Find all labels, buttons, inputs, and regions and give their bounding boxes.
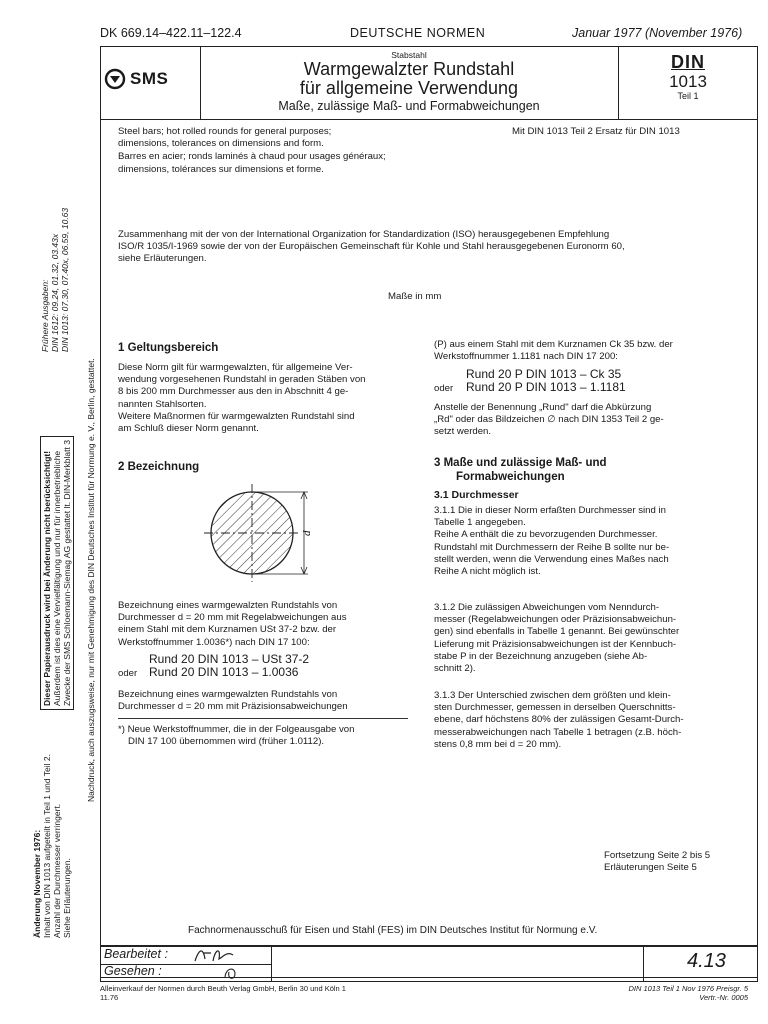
gesehen-cell bbox=[101, 964, 272, 981]
section-1-heading: 1 Geltungsbereich bbox=[118, 342, 219, 354]
organization: DEUTSCHE NORMEN bbox=[350, 26, 486, 40]
text-line: Vertr.-Nr. 0005 bbox=[699, 993, 748, 1002]
title-line-2: für allgemeine Verwendung bbox=[299, 78, 519, 98]
text-line: 8 bis 200 mm Durchmesser aus den in Abschnitt 4 ge- bbox=[118, 386, 349, 398]
text-line: Tabelle 1 angegeben. bbox=[434, 517, 526, 529]
units-note: Maße in mm bbox=[388, 291, 442, 302]
former-title: Frühere Ausgaben: bbox=[40, 279, 50, 352]
dk-number: DK 669.14–422.11–122.4 bbox=[100, 26, 242, 40]
text-line: DIN 1013: 07.30, 07.40x, 06.59, 10.63 bbox=[60, 207, 70, 352]
change-title: Änderung November 1976: bbox=[32, 829, 42, 938]
text-line: 3.1.2 Die zulässigen Abweichungen vom Nenndurch- bbox=[434, 602, 660, 613]
right-intro bbox=[434, 339, 746, 363]
oder-label-2: oder bbox=[434, 383, 454, 394]
text-line: 3.1.1 Die in dieser Norm erfaßten Durchmesser sind in bbox=[434, 505, 666, 516]
text-line: Lieferung mit Präzisionsabweichungen ist der Kennbuch- bbox=[434, 638, 677, 650]
text-line: Siehe Erläuterungen. bbox=[62, 858, 72, 938]
title-block bbox=[200, 46, 618, 118]
text-line: DIN 1013 Teil 1 Nov 1976 Preisgr. 5 bbox=[628, 984, 748, 993]
french-title-2: dimensions, tolérances sur dimensions et forme. bbox=[118, 163, 324, 175]
text-line: Werkstoffnummer 1.0036*) nach DIN 17 100: bbox=[118, 636, 310, 648]
bearbeitet-cell bbox=[101, 947, 272, 965]
context-line: Zusammenhang mit der von der International Organization for Standardization (ISO) herausgegebenen Empfehlung bbox=[118, 229, 610, 240]
text-line: „Rd" oder das Bildzeichen ∅ nach DIN 1353 Teil 2 ge- bbox=[434, 414, 664, 426]
signature-initials bbox=[193, 945, 243, 965]
text-line: stellt werden, wenn die Verwendung eines Maßes nach bbox=[434, 553, 669, 565]
text-line: Inhalt von DIN 1013 aufgeteilt in Teil 1 und Teil 2. bbox=[42, 754, 52, 938]
text-line: Alleinverkauf der Normen durch Beuth Verlag GmbH, Berlin 30 und Köln 1 bbox=[100, 984, 346, 993]
text-line: DIN 1612: 09.24, 01.32, 03.43x bbox=[50, 233, 60, 352]
committee-line: Fachnormenausschuß für Eisen und Stahl (FES) im DIN Deutsches Institut für Normung e.V. bbox=[188, 925, 598, 936]
french-title-1: Barres en acier; ronds laminés à chaud pour usages généraux; bbox=[118, 151, 386, 163]
context-line: siehe Erläuterungen. bbox=[118, 253, 207, 265]
text-line: gen) sind ebenfalls in Tabelle 1 genannt. Bei gewünschter bbox=[434, 626, 680, 638]
text-line: 3.1.3 Der Unterschied zwischen dem größten und klein- bbox=[434, 690, 671, 701]
stamp-line-1: Dieser Papierausdruck wird bei Änderung nicht berücksichtigt! bbox=[42, 450, 52, 706]
section-3-1-2 bbox=[434, 602, 746, 675]
text-line: Diese Norm gilt für warmgewalzten, für allgemeine Ver- bbox=[118, 362, 353, 373]
stamp-line-2: Außerdem ist dies eine Vervielfältigung und nur für innerbetriebliche bbox=[52, 450, 62, 706]
din-part: Teil 1 bbox=[677, 91, 699, 101]
text-line: Fortsetzung Seite 2 bis 5 bbox=[604, 850, 711, 861]
logo-text: SMS bbox=[130, 69, 169, 88]
context-line: ISO/R 1035/I-1969 sowie der von der Europäischen Gemeinschaft für Kohle und Stahl herausgegebenen Euronorm 60, bbox=[118, 241, 625, 253]
text-line: sten Durchmesser, gemessen in derselben Querschnitts- bbox=[434, 702, 676, 714]
document-id bbox=[568, 984, 748, 1002]
context-paragraph bbox=[118, 229, 748, 266]
text-line: nannten Stahlsorten. bbox=[118, 398, 207, 410]
replaces-note: Mit DIN 1013 Teil 2 Ersatz für DIN 1013 bbox=[512, 126, 680, 137]
oder-label: oder bbox=[118, 668, 138, 679]
text-line: schnitt 2). bbox=[434, 663, 476, 675]
continuation-note bbox=[604, 850, 710, 874]
text-line: stabe P in der Bezeichnung anzugeben (siehe Ab- bbox=[434, 650, 648, 662]
text-line: Weitere Maßnormen für warmgewalzten Rundstahl sind bbox=[118, 410, 355, 422]
publisher-note bbox=[100, 984, 346, 1002]
issue-date: Januar 1977 (November 1976) bbox=[572, 26, 743, 40]
section-3-heading: 3 Maße und zulässige Maß- und bbox=[434, 457, 607, 469]
page-label: 4.13 bbox=[687, 950, 726, 972]
abbreviation-note bbox=[434, 402, 746, 439]
sms-logo bbox=[104, 66, 196, 92]
text-line: Reihe A enthält die zu bevorzugenden Durchmesser. bbox=[434, 529, 658, 541]
intro-titles bbox=[118, 126, 498, 176]
bearbeitet-label: Bearbeitet : bbox=[104, 947, 168, 961]
copyright-note: Nachdruck, auch auszugsweise, nur mit Genehmigung des DIN Deutsches Institut für Normung e. V., Berlin, gestattet. bbox=[86, 358, 96, 802]
designation-code-1: Rund 20 DIN 1013 – USt 37-2 bbox=[149, 652, 310, 666]
text-line: Durchmesser d = 20 mm mit Präzisionsabweichungen bbox=[118, 701, 348, 713]
signature-mark bbox=[221, 964, 243, 982]
gesehen-label: Gesehen : bbox=[104, 964, 162, 978]
text-line: Rundstahl mit Durchmessern der Reihe B sollte nur be- bbox=[434, 541, 670, 553]
section-3-heading-2: Formabweichungen bbox=[456, 471, 565, 483]
text-line: Anstelle der Benennung „Rund" darf die Abkürzung bbox=[434, 402, 652, 413]
text-line: Erläuterungen Seite 5 bbox=[604, 862, 697, 874]
text-line: messer (Regelabweichungen oder Präzisionsabweichun- bbox=[434, 614, 677, 626]
diameter-label: d bbox=[301, 530, 313, 536]
section-2-heading: 2 Bezeichnung bbox=[118, 461, 200, 473]
text-line: Bezeichnung eines warmgewalzten Rundstahls von bbox=[118, 689, 338, 700]
sms-logo-icon bbox=[104, 68, 126, 90]
footnote-rule bbox=[118, 718, 408, 719]
text-line: *) Neue Werkstoffnummer, die in der Folgeausgabe von bbox=[118, 724, 355, 735]
category: Stabstahl bbox=[391, 50, 427, 60]
din-number: 1013 bbox=[669, 72, 707, 91]
text-line: Reihe A nicht möglich ist. bbox=[434, 566, 541, 578]
text-line: (P) aus einem Stahl mit dem Kurznamen Ck 35 bzw. der bbox=[434, 339, 673, 350]
text-line: DIN 17 100 übernommen wird (früher 1.0112). bbox=[128, 736, 325, 748]
form-divider bbox=[643, 947, 644, 981]
internal-copy-stamp bbox=[40, 436, 74, 710]
text-line: Bezeichnung eines warmgewalzten Rundstahls von bbox=[118, 600, 338, 611]
english-title-2: dimensions, tolerances on dimensions and form. bbox=[118, 138, 324, 150]
section-2-body bbox=[118, 600, 414, 649]
section-3-1-1 bbox=[434, 505, 746, 578]
former-editions bbox=[40, 208, 70, 352]
title-line-1: Warmgewalzter Rundstahl bbox=[303, 59, 515, 79]
din-box bbox=[618, 46, 758, 118]
text-line: setzt werden. bbox=[434, 426, 492, 438]
designation-code-3: Rund 20 P DIN 1013 – Ck 35 bbox=[466, 367, 622, 381]
text-line: einem Stahl mit dem Kurznamen USt 37-2 bzw. der bbox=[118, 624, 337, 636]
form-box bbox=[100, 946, 758, 982]
text-line: ebene, darf höchstens 80% der zulässigen Gesamt-Durch- bbox=[434, 714, 684, 726]
text-line: am Schluß dieser Norm genannt. bbox=[118, 423, 259, 435]
designation-code-2: Rund 20 DIN 1013 – 1.0036 bbox=[149, 665, 299, 679]
english-title-1: Steel bars; hot rolled rounds for general purposes; bbox=[118, 126, 332, 137]
text-line: Durchmesser d = 20 mm mit Regelabweichungen aus bbox=[118, 612, 347, 624]
round-bar-diagram bbox=[200, 478, 330, 588]
text-line: stens 0,8 mm bei d = 20 mm). bbox=[434, 738, 562, 750]
text-line: Anzahl der Durchmesser verringert. bbox=[52, 803, 62, 938]
subtitle: Maße, zulässige Maß- und Formabweichungen bbox=[278, 99, 540, 113]
change-note bbox=[32, 754, 72, 938]
text-line: messerabweichungen nach Tabelle 1 betragen (z.B. höch- bbox=[434, 726, 682, 738]
text-line: wendung vorgesehenen Rundstahl in geraden Stäben von bbox=[118, 374, 366, 386]
section-1-body bbox=[118, 362, 414, 435]
din-label: DIN bbox=[671, 52, 705, 72]
footnote bbox=[118, 724, 414, 748]
designation-code-4: Rund 20 P DIN 1013 – 1.1181 bbox=[466, 380, 626, 394]
section-3-1-heading: 3.1 Durchmesser bbox=[434, 489, 519, 501]
section-3-1-3 bbox=[434, 690, 746, 751]
text-line: 11.76 bbox=[100, 993, 119, 1002]
section-2-body-2 bbox=[118, 689, 414, 713]
stamp-line-3: Zwecke der SMS Schloemann-Siemag AG gestattet lt. DIN-Merkblatt 3 bbox=[62, 440, 72, 706]
text-line: Werkstoffnummer 1.1181 nach DIN 17 200: bbox=[434, 351, 618, 363]
